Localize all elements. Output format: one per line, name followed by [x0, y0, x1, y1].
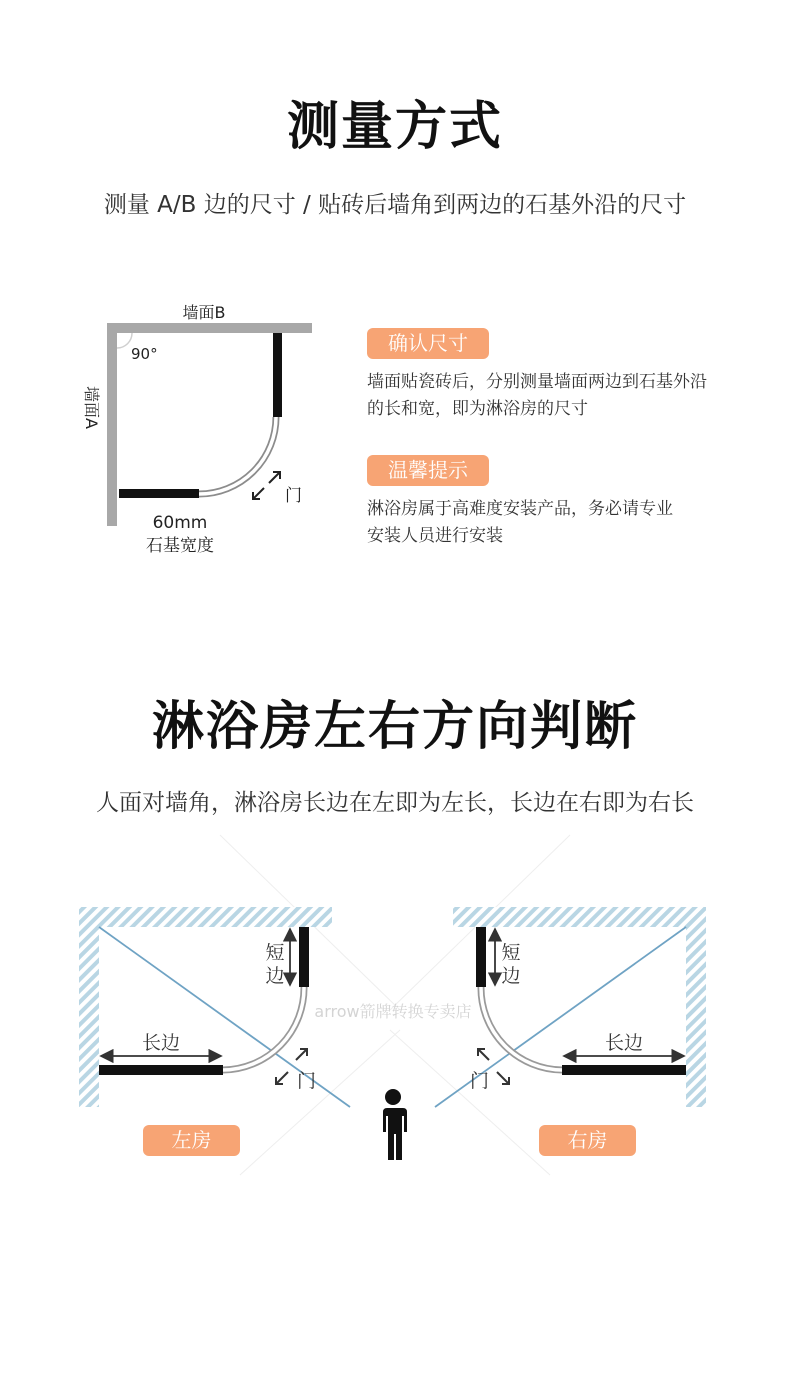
wall-b-label: 墙面B [182, 303, 226, 322]
right-short-side-2: 边 [501, 965, 521, 987]
measure-title: 测量方式 [286, 97, 503, 157]
left-short-side-1: 短 [265, 942, 285, 964]
left-room-drawing [79, 907, 350, 1107]
wall-b-shape [107, 323, 312, 333]
right-room-top-wall [453, 907, 706, 927]
confirm-badge: 确认尺寸 [367, 328, 489, 359]
right-room-badge: 右房 [539, 1125, 636, 1156]
measure-subtitle: 测量 A/B 边的尺寸 / 贴砖后墙角到两边的石基外沿的尺寸 [103, 192, 687, 218]
tip-badge: 温馨提示 [367, 455, 489, 486]
left-room-top-wall [79, 907, 332, 927]
watermark-text: arrow箭牌转换专卖店 [314, 1002, 472, 1021]
width-value: 60mm [152, 513, 208, 533]
left-short-side-2: 边 [265, 965, 285, 987]
direction-title: 淋浴房左右方向判断 [151, 697, 638, 757]
direction-subtitle: 人面对墙角，淋浴房长边在左即为左长，长边在右即为右长 [96, 790, 694, 816]
direction-diagram [0, 830, 790, 1190]
right-door-label: 门 [470, 1070, 490, 1092]
long-glass-bar [119, 489, 199, 498]
tip-text: 淋浴房属于高难度安装产品，务必请专业安装人员进行安装 [367, 499, 673, 546]
door-arc-inner [199, 417, 276, 494]
door-arrows [253, 472, 280, 499]
left-long-side-label: 长边 [141, 1032, 181, 1054]
angle-label: 90° [131, 345, 158, 363]
measure-diagram [0, 290, 360, 570]
left-room-short-bar [299, 927, 309, 987]
left-room-badge: 左房 [143, 1125, 240, 1156]
right-room-drawing [435, 907, 706, 1107]
person-icon [383, 1089, 407, 1160]
angle-arc [117, 333, 132, 348]
left-door-label: 门 [297, 1070, 317, 1092]
short-glass-bar [273, 333, 282, 417]
left-room-long-bar [99, 1065, 223, 1075]
right-room-long-bar [562, 1065, 686, 1075]
right-long-side-label: 长边 [604, 1032, 644, 1054]
door-label: 门 [285, 486, 302, 506]
left-room-side-wall [79, 907, 99, 1107]
right-short-side-1: 短 [501, 942, 521, 964]
wall-a-shape [107, 323, 117, 526]
wall-a-label: 墙面A [82, 386, 101, 429]
width-label: 石基宽度 [146, 536, 214, 556]
right-room-side-wall [686, 907, 706, 1107]
right-room-short-bar [476, 927, 486, 987]
confirm-text: 墙面贴瓷砖后，分别测量墙面两边到石基外沿的长和宽，即为淋浴房的尺寸 [367, 372, 707, 419]
